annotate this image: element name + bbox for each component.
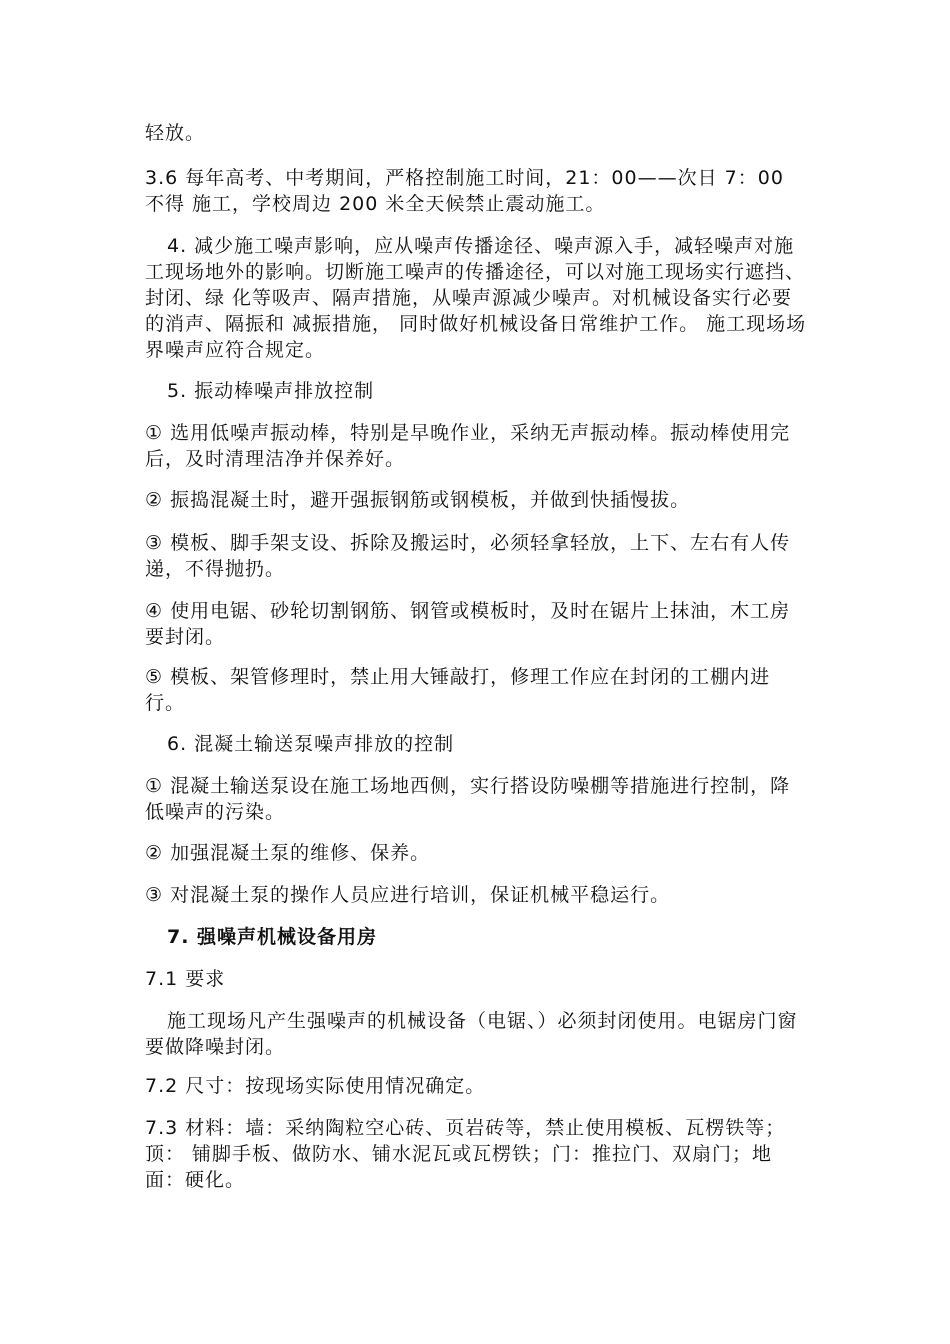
heading-7: 7. 强噪声机械设备用房 (167, 926, 378, 948)
list-item-5-4: ④ 使用电锯、砂轮切割钢筋、钢管或模板时，及时在锯片上抹油，木工房要封闭。 (145, 600, 791, 648)
heading-5: 5. 振动棒噪声排放控制 (167, 380, 375, 402)
heading-7-1: 7.1 要求 (145, 968, 226, 990)
paragraph-3-6: 3.6 每年高考、中考期间，严格控制施工时间，21：00——次日 7：00 不得 施工，学校周边 200 米全天候禁止震动施工。 (145, 167, 784, 215)
list-item-5-3: ③ 模板、脚手架支设、拆除及搬运时，必须轻拿轻放，上下、左右有人传递，不得抛扔。 (145, 532, 791, 580)
list-item-5-5: ⑤ 模板、架管修理时，禁止用大锤敲打，修理工作应在封闭的工棚内进行。 (145, 666, 771, 714)
list-item-6-3: ③ 对混凝土泵的操作人员应进行培训，保证机械平稳运行。 (145, 884, 671, 906)
paragraph-7-3: 7.3 材料：墙：采纳陶粒空心砖、页岩砖等，禁止使用模板、瓦楞铁等； 顶： 铺脚手板、做防水、铺水泥瓦或瓦楞铁；门：推拉门、双扇门；地面：硬化。 (145, 1117, 786, 1191)
list-item-6-1: ① 混凝土输送泵设在施工场地西侧，实行搭设防噪棚等措施进行控制，降低噪声的污染。 (145, 775, 791, 823)
paragraph-continuation: 轻放。 (145, 122, 206, 144)
paragraph-4: 4. 减少施工噪声影响，应从噪声传播途径、噪声源入手，减轻噪声对施工现场地外的影响。切断施工噪声的传播途径，可以对施工现场实行遮挡、封闭、绿 化等吸声、隔声措施，从噪声源减少噪声。对机械设备实行必要的消声、隔振和 减振措施， 同时做好机械设备日常维护工作。 施工现场场界噪声应符合规定。 (145, 235, 807, 361)
paragraph-7-2: 7.2 尺寸：按现场实际使用情况确定。 (145, 1075, 486, 1097)
heading-6: 6. 混凝土输送泵噪声排放的控制 (167, 733, 455, 755)
list-item-5-1: ① 选用低噪声振动棒，特别是早晚作业，采纳无声振动棒。振动棒使用完后，及时清理洁净并保养好。 (145, 422, 791, 470)
list-item-6-2: ② 加强混凝土泵的维修、保养。 (145, 842, 431, 864)
list-item-5-2: ② 振捣混凝土时，避开强振钢筋或钢模板，并做到快插慢拔。 (145, 489, 691, 511)
paragraph-7-1-body: 施工现场凡产生强噪声的机械设备（电锯、）必须封闭使用。电锯房门窗要做降噪封闭。 (145, 1010, 798, 1058)
